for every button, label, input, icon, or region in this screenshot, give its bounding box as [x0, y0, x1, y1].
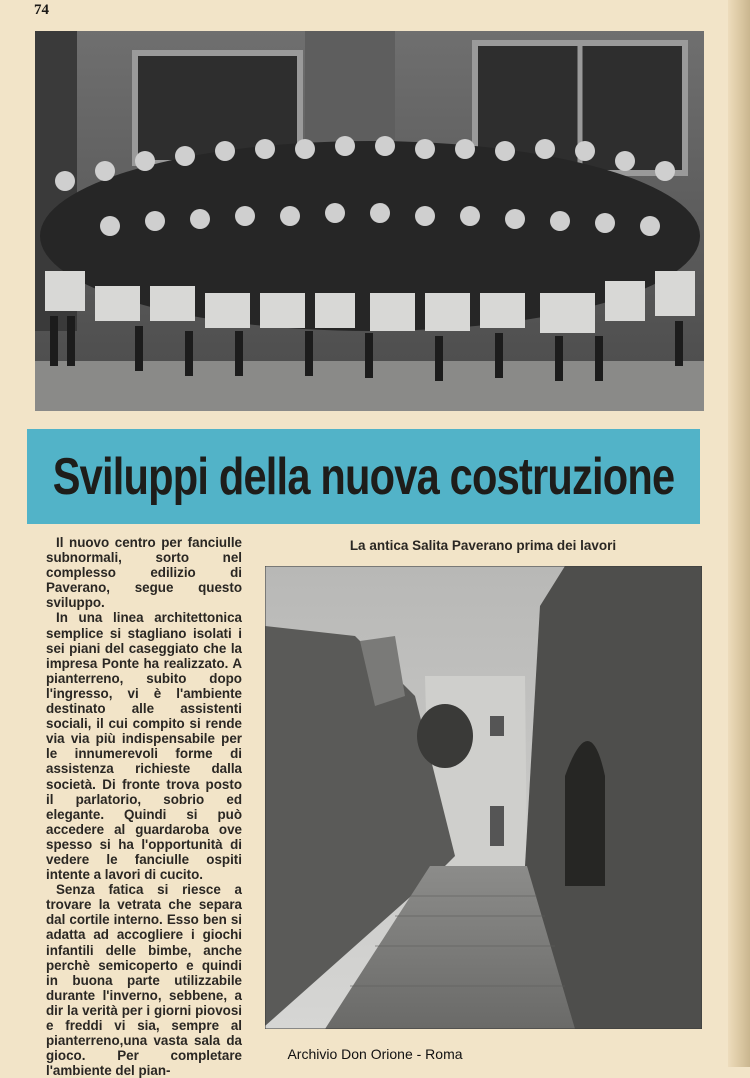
article-paragraph: In una linea architettonica semplice si stagliano isolati i sei piani del caseggiato che la impresa Ponte ha realizzato. A pianterreno, subito dopo l'ingresso, vi è l'ambiente destinato alle assistenti sociali, il cui compito si rende via via più indispensabile per le innumerevoli forme di assistenza richieste dalla società. Di fronte trova posto il parlatorio, sobrio ed elegante. Quindi si può accedere al guardaroba ove spesso si ha l'opportunità di vedere le fanciulle ospiti intente a lavori di cucito.: [46, 610, 242, 883]
group-photo-image: [35, 31, 704, 411]
page-number: 74: [34, 2, 49, 18]
street-photo-image: [265, 566, 702, 1029]
photo-caption: La antica Salita Paverano prima dei lavori: [349, 538, 617, 553]
street-photo: [265, 566, 702, 1029]
section-banner: [27, 429, 700, 524]
archive-footer: Archivio Don Orione - Roma: [287, 1046, 463, 1062]
article-paragraph: Il nuovo centro per fanciulle subnormali, sorto nel complesso edilizio di Paverano, segue questo sviluppo.: [46, 535, 242, 611]
article-paragraph: Senza fatica si riesce a trovare la vetrata che separa dal cortile interno. Esso ben si adatta ad accogliere i giochi infantili delle bimbe, anche perchè semicoperto e quindi in buona parte utilizzabile durante l'inverno, sebbene, a dir la verità per i giorni piovosi e freddi vi sia, sempre al pianterreno,una vasta sala da gioco. Per completare l'ambiente del pian-: [46, 882, 242, 1078]
section-title: Sviluppi della nuova costruzione: [52, 447, 675, 506]
article-body: [46, 535, 242, 1078]
group-photo: [35, 31, 704, 411]
page-edge-shadow: [728, 0, 750, 1067]
